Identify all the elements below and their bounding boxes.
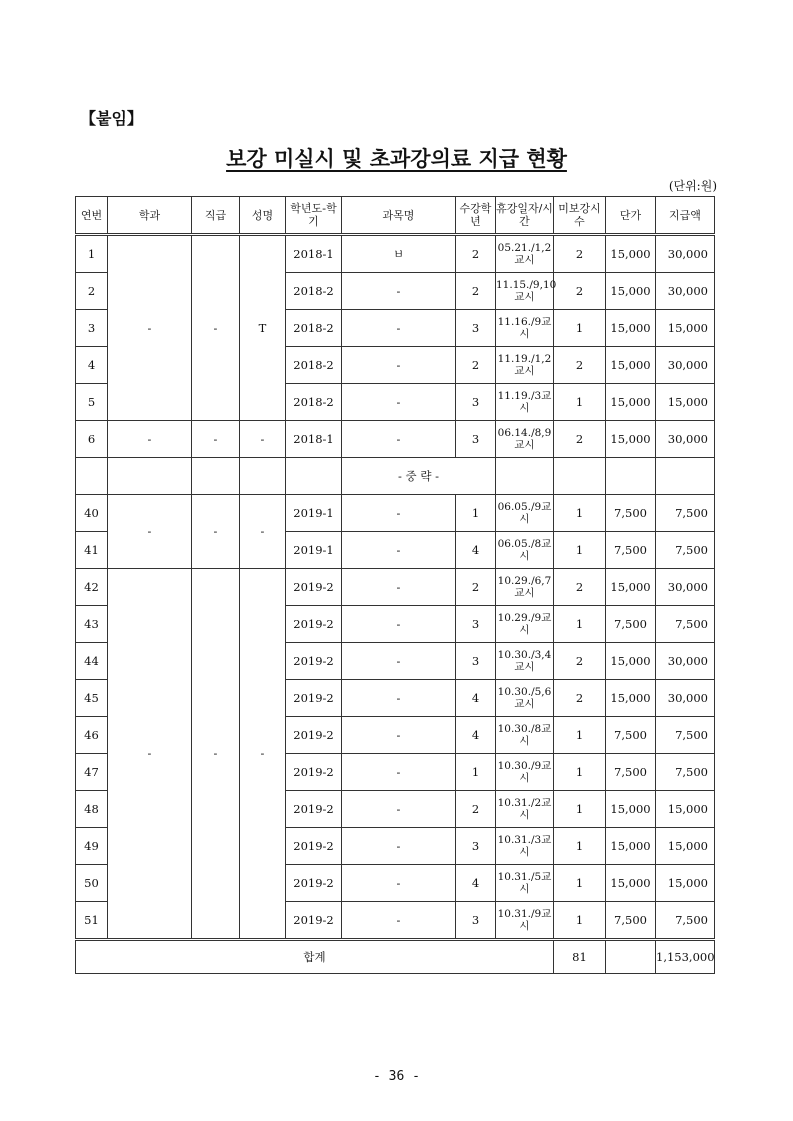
table-row: 47 2019-2 - 1 10.30./9교시 1 7,500 7,500 <box>76 754 715 791</box>
table-row: 46 2019-2 - 4 10.30./8교시 1 7,500 7,500 <box>76 717 715 754</box>
table-row: 2 2018-2 - 2 11.15./9,10교시 2 15,000 30,000 <box>76 273 715 310</box>
header-dept: 학과 <box>108 197 192 235</box>
total-label: 합계 <box>76 940 554 974</box>
group-b-position: - <box>192 495 240 569</box>
table-row: 49 2019-2 - 3 10.31./3교시 1 15,000 15,000 <box>76 828 715 865</box>
header-no: 연번 <box>76 197 108 235</box>
header-name: 성명 <box>240 197 286 235</box>
total-amount: 1,153,000 <box>656 940 715 974</box>
table-row: 41 2019-1 - 4 06.05./8교시 1 7,500 7,500 <box>76 532 715 569</box>
table-row: 50 2019-2 - 4 10.31./5교시 1 15,000 15,000 <box>76 865 715 902</box>
total-hours: 81 <box>554 940 606 974</box>
header-date: 휴강일자/시간 <box>496 197 554 235</box>
header-subject: 과목명 <box>342 197 456 235</box>
table-row: 42 - - - 2019-2 - 2 10.29./6,7교시 2 15,000 30,000 <box>76 569 715 606</box>
page-number: - 36 - <box>373 1069 420 1084</box>
header-position: 직급 <box>192 197 240 235</box>
table-row: 45 2019-2 - 4 10.30./5,6교시 2 15,000 30,000 <box>76 680 715 717</box>
table-row: 44 2019-2 - 3 10.30./3,4교시 2 15,000 30,000 <box>76 643 715 680</box>
group-c-name: - <box>240 569 286 940</box>
table-row: 4 2018-2 - 2 11.19./1,2교시 2 15,000 30,000 <box>76 347 715 384</box>
table-row: 3 2018-2 - 3 11.16./9교시 1 15,000 15,000 <box>76 310 715 347</box>
group-c-position: - <box>192 569 240 940</box>
table-row: 5 2018-2 - 3 11.19./3교시 1 15,000 15,000 <box>76 384 715 421</box>
omitted-row <box>76 458 715 495</box>
total-row <box>76 940 715 974</box>
omitted-label: - 중 략 - <box>342 458 496 495</box>
table-row: 6 - - - 2018-1 - 3 06.14./8,9교시 2 15,000 30,000 <box>76 421 715 458</box>
group-c-dept: - <box>108 569 192 940</box>
header-price: 단가 <box>606 197 656 235</box>
attachment-label: 【붙임】 <box>80 109 143 128</box>
table-row: 48 2019-2 - 2 10.31./2교시 1 15,000 15,000 <box>76 791 715 828</box>
document-title: 보강 미실시 및 초과강의료 지급 현황 <box>226 147 567 171</box>
lecture-fee-table <box>75 196 715 974</box>
header-term: 학년도-학기 <box>286 197 342 235</box>
header-hours: 미보강시수 <box>554 197 606 235</box>
group-a-dept: - <box>108 235 192 421</box>
header-amount: 지급액 <box>656 197 715 235</box>
table-row: 43 2019-2 - 3 10.29./9교시 1 7,500 7,500 <box>76 606 715 643</box>
group-b-name: - <box>240 495 286 569</box>
table-row: 1 - - T 2018-1 ㅂ 2 05.21./1,2교시 2 15,000 30,000 <box>76 235 715 273</box>
group-a-position: - <box>192 235 240 421</box>
unit-note: (단위:원) <box>668 179 717 193</box>
table-row: 40 - - - 2019-1 - 1 06.05./9교시 1 7,500 7,500 <box>76 495 715 532</box>
header-row <box>76 197 715 235</box>
group-a-name: T <box>240 235 286 421</box>
group-b-dept: - <box>108 495 192 569</box>
header-grade: 수강학년 <box>456 197 496 235</box>
table-row: 51 2019-2 - 3 10.31./9교시 1 7,500 7,500 <box>76 902 715 940</box>
